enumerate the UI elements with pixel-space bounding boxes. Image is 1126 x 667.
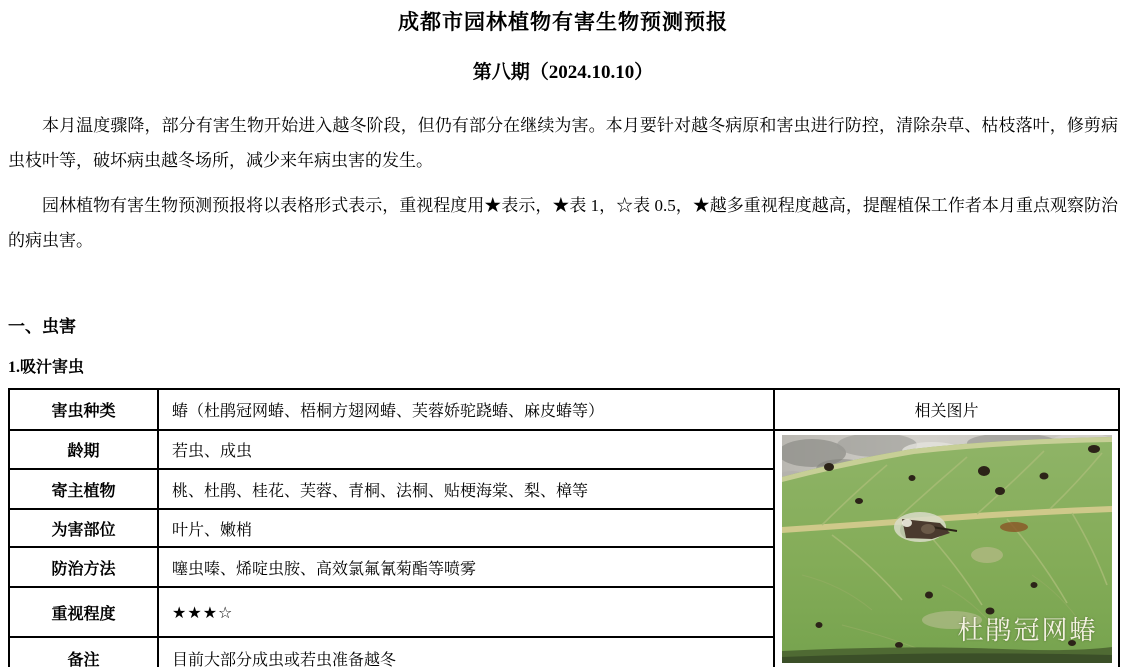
attention-level-stars: ★★★☆ [158, 587, 774, 637]
row-label-control-methods: 防治方法 [9, 547, 158, 587]
subsection-heading-sap-sucking-pests: 1.吸汁害虫 [8, 359, 85, 376]
leaf-photo [782, 435, 1112, 663]
leaf-damage-spot [1000, 522, 1028, 532]
row-value-age-stage: 若虫、成虫 [158, 430, 774, 469]
issue-subtitle: 第八期（2024.10.10） [472, 62, 654, 83]
row-label-damaged-parts: 为害部位 [9, 509, 158, 547]
intro-paragraph-2: 园林植物有害生物预测预报将以表格形式表示，重视程度用★表示，★表 1，☆表 0.5，★越多重视程度越高，提醒植保工作者本月重点观察防治的病虫害。 [8, 196, 1118, 250]
row-value-damaged-parts: 叶片、嫩梢 [158, 509, 774, 547]
page-title: 成都市园林植物有害生物预测预报 [398, 10, 728, 34]
intro-paragraph-1: 本月温度骤降，部分有害生物开始进入越冬阶段，但仍有部分在继续为害。本月要针对越冬病原和害虫进行防控，清除杂草、枯枝落叶，修剪病虫枝叶等，破坏病虫越冬场所，减少来年病虫害的发生。 [8, 116, 1118, 170]
row-label-remarks: 备注 [9, 637, 158, 667]
row-label-attention-level: 重视程度 [9, 587, 158, 637]
table-row [9, 430, 1119, 469]
row-value-remarks: 目前大部分成虫或若虫准备越冬 [158, 637, 774, 667]
row-value-host-plants: 桃、杜鹃、桂花、芙蓉、青桐、法桐、贴梗海棠、梨、樟等 [158, 469, 774, 509]
table-row [9, 389, 1119, 430]
related-images-header: 相关图片 [774, 389, 1119, 430]
row-value-control-methods: 噻虫嗪、烯啶虫胺、高效氯氟氰菊酯等喷雾 [158, 547, 774, 587]
row-label-pest-type: 害虫种类 [9, 389, 158, 430]
section-heading-insect-pests: 一、虫害 [8, 317, 76, 336]
pest-info-table [8, 388, 1120, 667]
row-label-host-plants: 寄主植物 [9, 469, 158, 509]
related-image-cell [774, 430, 1119, 667]
photo-caption: 杜鹃冠网蝽 [957, 616, 1098, 645]
row-value-pest-type: 蝽（杜鹃冠网蝽、梧桐方翅网蝽、芙蓉娇驼跷蝽、麻皮蝽等） [158, 389, 774, 430]
document-page [0, 6, 1126, 667]
row-label-age-stage: 龄期 [9, 430, 158, 469]
